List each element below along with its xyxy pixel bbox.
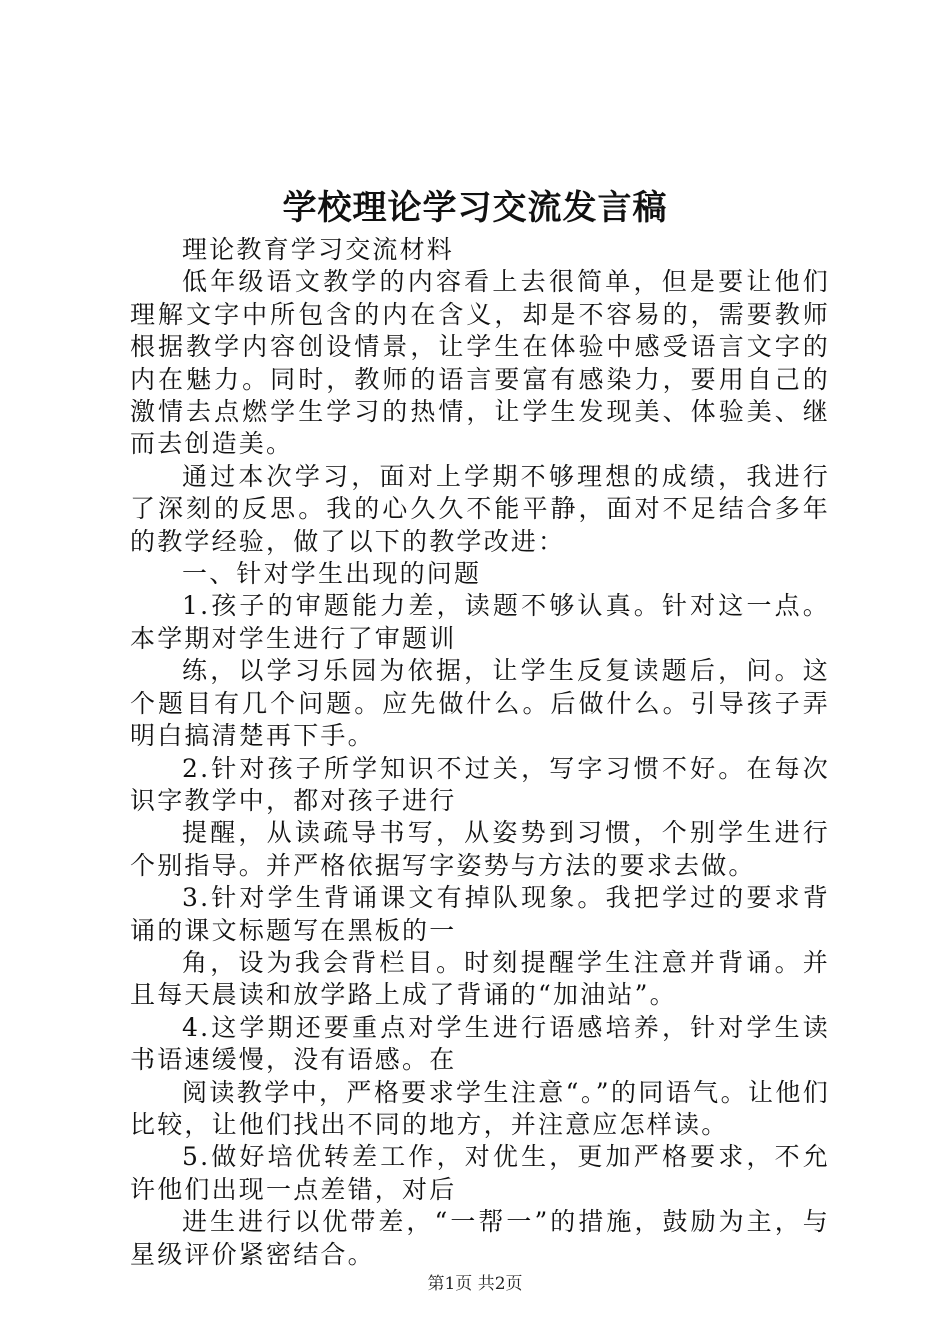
paragraph-item-5: 5.做好培优转差工作，对优生，更加严格要求，不允许他们出现一点差错，对后: [130, 1142, 830, 1204]
paragraph-item-3: 3.针对学生背诵课文有掉队现象。我把学过的要求背诵的课文标题写在黑板的一: [130, 883, 830, 945]
paragraph-reflection: 通过本次学习，面对上学期不够理想的成绩，我进行了深刻的反思。我的心久久不能平静，面对不足结合多年的教学经验，做了以下的教学改进：: [130, 461, 830, 556]
paragraph-subtitle: 理论教育学习交流材料: [182, 235, 455, 264]
paragraph-intro: 低年级语文教学的内容看上去很简单，但是要让他们理解文字中所包含的内在含义，却是不容易的，需要教师根据教学内容创设情景，让学生在体验中感受语言文字的内在魅力。同时，教师的语言要富有感染力，要用自己的激情去点燃学生学习的热情，让学生发现美、体验美、继而去创造美。: [130, 267, 830, 459]
document-title: 学校理论学习交流发言稿: [282, 188, 668, 228]
paragraph-item-3-cont: 角，设为我会背栏目。时刻提醒学生注意并背诵。并且每天晨读和放学路上成了背诵的“加油站”。: [130, 947, 830, 1010]
paragraph-item-2-cont: 提醒，从读疏导书写，从姿势到习惯，个别学生进行个别指导。并严格依据写字姿势与方法的要求去做。: [130, 818, 830, 880]
paragraph-item-1: 1.孩子的审题能力差，读题不够认真。针对这一点。本学期对学生进行了审题训: [130, 591, 830, 653]
paragraph-item-2: 2.针对孩子所学知识不过关，写字习惯不好。在每次识字教学中，都对孩子进行: [130, 753, 830, 815]
page-number-footer: 第1页 共2页: [427, 1274, 523, 1294]
section-heading: 一、针对学生出现的问题: [182, 559, 482, 589]
paragraph-item-4: 4.这学期还要重点对学生进行语感培养，针对学生读书语速缓慢，没有语感。在: [130, 1012, 830, 1075]
document-body: [130, 234, 830, 1271]
paragraph-item-1-cont: 练，以学习乐园为依据，让学生反复读题后，问。这个题目有几个问题。应先做什么。后做什么。引导孩子弄明白搞清楚再下手。: [130, 656, 830, 751]
paragraph-item-5-cont: 进生进行以优带差，“一帮一”的措施，鼓励为主，与星级评价紧密结合。: [130, 1207, 830, 1269]
paragraph-item-4-cont: 阅读教学中，严格要求学生注意“。”的同语气。让他们比较，让他们找出不同的地方，并注意应怎样读。: [130, 1077, 830, 1139]
